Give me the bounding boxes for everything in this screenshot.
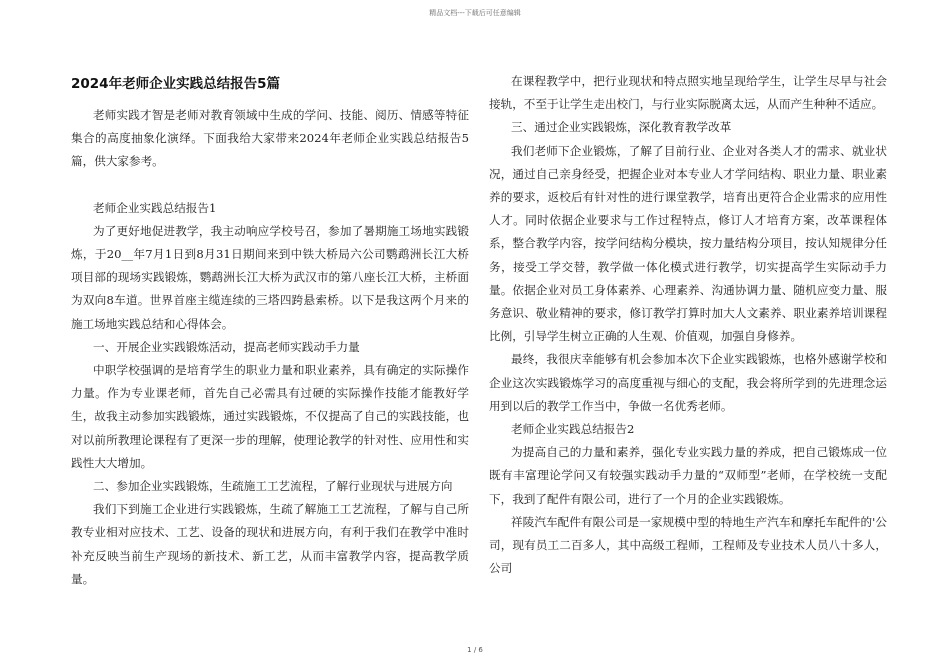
paragraph: 我们老师下企业锻炼，了解了目前行业、企业对各类人才的需求、就业状况，通过自己亲身经受，把握企业对本专业人才学问结构、职业力量、职业素养的要求，返校后有针对性的进行课堂教学，培育出更符合企业需求的应用性人才。同时依据企业要求与工作过程特点，修订人才培育方案，改革课程体系，整合教学内容，按学问结构分模块，按力量结构分项目，按认知规律分任务，接受工学交替，教学做一体化模式进行教学，切实提高学生实际动手力量。依据企业对员工身体素养、心理素养、沟通协调力量、随机应变力量、服务意识、敬业精神的要求，修订教学打算时加大人文素养、职业素养培训课程比例，引导学生树立正确的人生观、价值观，加强自身修养。 (489, 143, 887, 344)
left-column (71, 70, 469, 591)
paragraph: 在课程教学中，把行业现状和特点照实地呈现给学生，让学生尽早与社会接轨，不至于让学生走出校门，与行业实际脱离太远，从而产生种种不适应。 (489, 74, 887, 112)
report-2-heading: 老师企业实践总结报告2 (511, 422, 635, 437)
right-column (489, 70, 887, 580)
page-number: 1 / 6 (467, 646, 483, 654)
paragraph: 为了更好地促进教学，我主动响应学校号召，参加了暑期施工场地实践锻炼，于20__年7月1日到8月31日期间来到中铁大桥局六公司鹦鹉洲长江大桥项目部的现场实践锻炼，鹦鹉洲长江大桥为武汉市的第八座长江大桥，主桥面为双向8车道。世界首座主缆连续的三塔四跨悬索桥。以下是我这两个月来的施工场地实践总结和心得体会。 (71, 223, 469, 331)
section-heading-1: 一、开展企业实践锻炼活动，提高老师实践动手力量 (93, 339, 360, 354)
blank-line (71, 174, 469, 197)
paragraph: 最终，我很庆幸能够有机会参加本次下企业实践锻炼，也格外感谢学校和企业这次实践锻炼学习的高度重视与细心的支配，我会将所学到的先进理念运用到以后的教学工作当中，争做一名优秀老师。 (489, 352, 887, 413)
paragraph: 中职学校强调的是培育学生的职业力量和职业素养，具有确定的实际操作力量。作为专业课老师，首先自己必需具有过硬的实际操作技能才能教好学生，故我主动参加实践锻炼，通过实践锻炼，不仅提高了自己的实践技能，也对以前所教理论课程有了更深一步的理解，使理论教学的针对性、应用性和实践性大大增加。 (71, 363, 469, 470)
document-title: 2024年老师企业实践总结报告5篇 (71, 76, 280, 92)
section-heading-3: 三、通过企业实践锻炼，深化教育教学改革 (511, 120, 732, 135)
report-1-heading: 老师企业实践总结报告1 (93, 200, 217, 215)
intro-paragraph: 老师实践才智是老师对教育领域中生成的学问、技能、阅历、情感等特征集合的高度抽象化演绎。下面我给大家带来2024年老师企业实践总结报告5篇，供大家参考。 (71, 108, 469, 169)
paragraph: 我们下到施工企业进行实践锻炼，生疏了解施工工艺流程，了解与自己所教专业相对应技术、工艺、设备的现状和进展方向，有利于我们在教学中准时补充反映当前生产现场的新技术、新工艺，从而丰富教学内容，提高教学质量。 (71, 502, 469, 586)
section-heading-2: 二、参加企业实践锻炼，生疏施工工艺流程，了解行业现状与进展方向 (93, 479, 453, 494)
paragraph: 为提高自己的力量和素养，强化专业实践力量的养成，把自己锻炼成一位既有丰富理论学问又有较强实践动手力量的“双师型”老师，在学校统一支配下，我到了配件有限公司，进行了一个月的企业实践锻炼。 (489, 445, 887, 506)
paragraph: 祥陵汽车配件有限公司是一家规模中型的特地生产汽车和摩托车配件的'公司，现有员工二百多人，其中高级工程师，工程师及专业技术人员八十多人，公司 (489, 514, 887, 576)
page-header: 精品文档---下载后可任意编辑 (429, 9, 521, 17)
